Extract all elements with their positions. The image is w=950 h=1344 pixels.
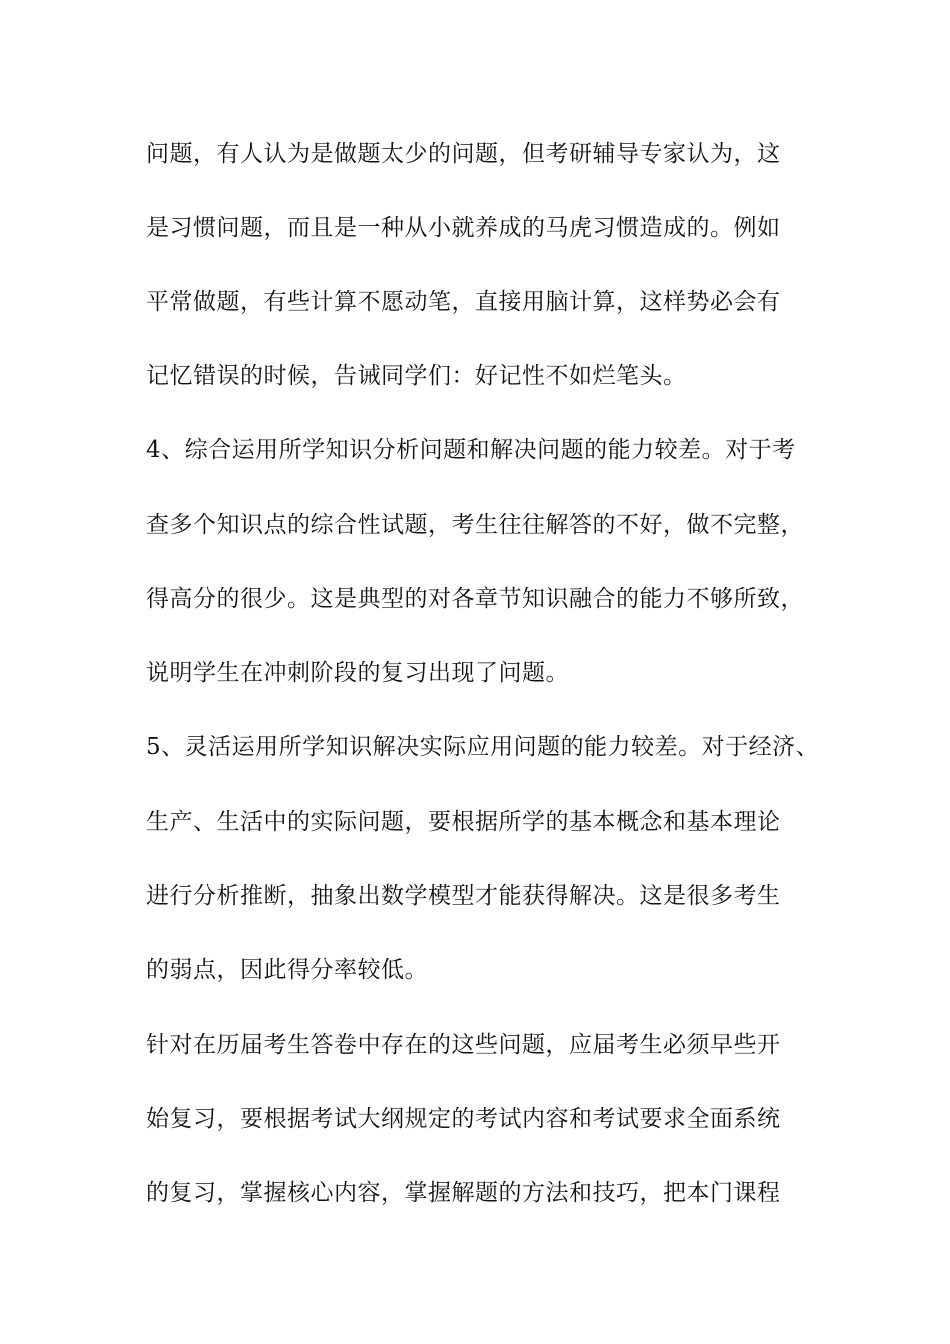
text-line: 5、灵活运用所学知识解决实际应用问题的能力较差。对于经济、 — [146, 734, 820, 760]
text-line: 的弱点，因此得分率较低。 — [146, 957, 428, 983]
text-line: 查多个知识点的综合性试题，考生往往解答的不好，做不完整， — [146, 512, 804, 538]
text-line: 问题，有人认为是做题太少的问题，但考研辅导专家认为，这 — [146, 141, 781, 167]
text-line: 4、综合运用所学知识分析问题和解决问题的能力较差。对于考 — [146, 437, 796, 463]
text-line: 的复习，掌握核心内容，掌握解题的方法和技巧，把本门课程 — [146, 1180, 781, 1206]
text-line: 生产、生活中的实际问题，要根据所学的基本概念和基本理论 — [146, 809, 781, 835]
text-line: 始复习，要根据考试大纲规定的考试内容和考试要求全面系统 — [146, 1106, 781, 1132]
text-line: 记忆错误的时候，告诫同学们：好记性不如烂笔头。 — [146, 363, 687, 389]
text-line: 平常做题，有些计算不愿动笔，直接用脑计算，这样势必会有 — [146, 289, 781, 315]
text-line: 说明学生在冲刺阶段的复习出现了问题。 — [146, 660, 569, 686]
text-line: 是习惯问题，而且是一种从小就养成的马虎习惯造成的。例如 — [146, 215, 781, 241]
text-line: 进行分析推断，抽象出数学模型才能获得解决。这是很多考生 — [146, 883, 781, 909]
text-line: 得高分的很少。这是典型的对各章节知识融合的能力不够所致， — [146, 586, 804, 612]
text-line: 针对在历届考生答卷中存在的这些问题，应届考生必须早些开 — [146, 1032, 781, 1058]
